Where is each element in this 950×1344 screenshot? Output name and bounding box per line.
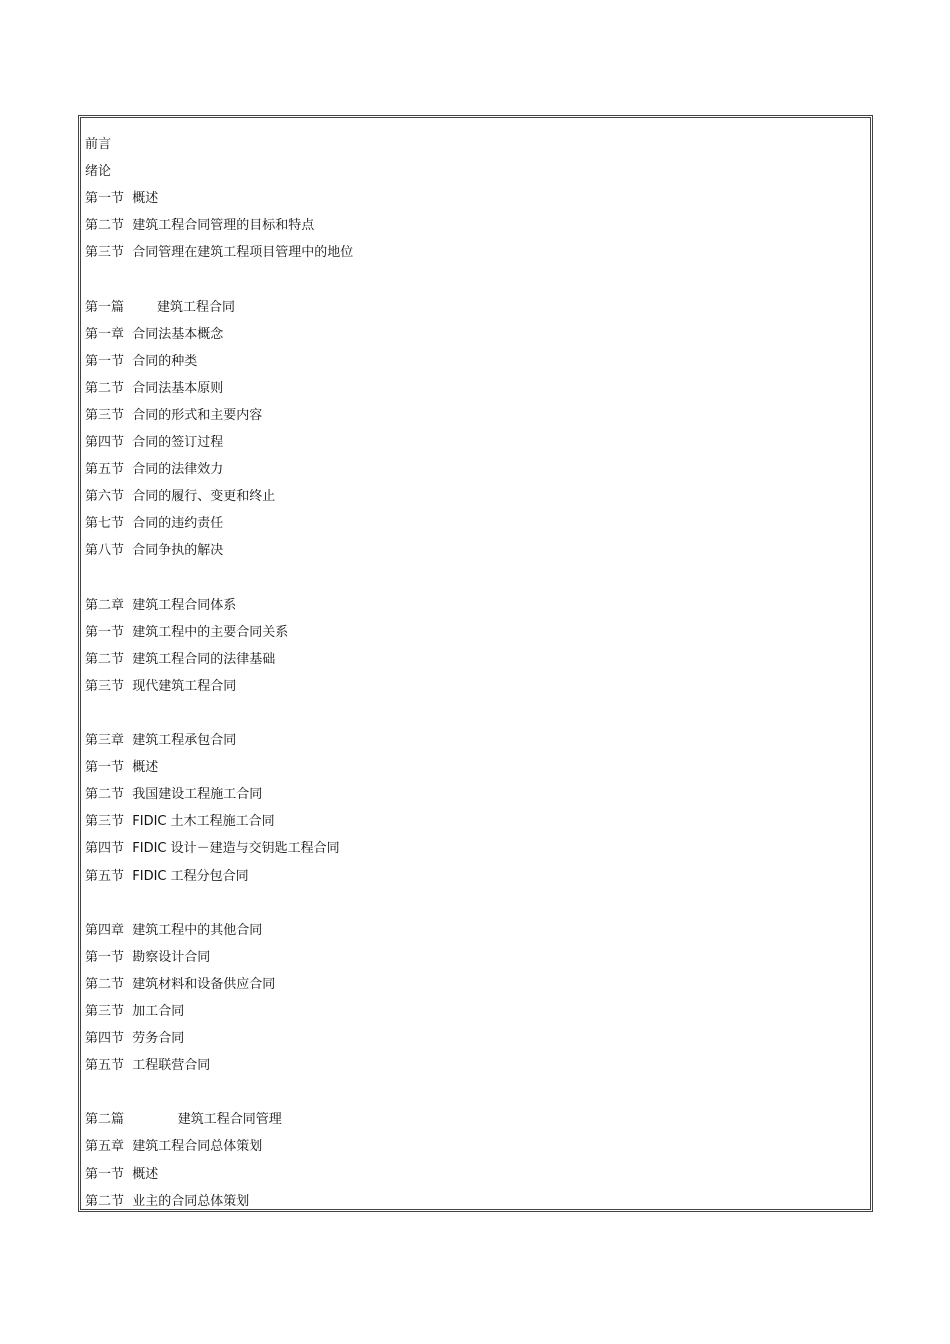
toc-line: 第五节 合同的法律效力 bbox=[85, 462, 224, 478]
toc-line: 第一节 勘察设计合同 bbox=[85, 949, 211, 965]
toc-line: 第四章 建筑工程中的其他合同 bbox=[85, 922, 263, 938]
toc-line: 第一节 建筑工程中的主要合同关系 bbox=[85, 624, 289, 640]
toc-line: 第三章 建筑工程承包合同 bbox=[85, 733, 237, 749]
toc-line: 第八节 合同争执的解决 bbox=[85, 543, 224, 559]
toc-line: 第四节 合同的签订过程 bbox=[85, 435, 224, 451]
toc-line: 第二节 合同法基本原则 bbox=[85, 380, 224, 396]
toc-blank-line bbox=[85, 565, 353, 592]
toc-line: 第一篇 建筑工程合同 bbox=[85, 299, 236, 315]
toc-blank-line bbox=[85, 700, 353, 727]
toc-line: 第三节 加工合同 bbox=[85, 1004, 185, 1019]
toc-line: 前言 bbox=[85, 137, 112, 152]
toc-line: 第一节 概述 bbox=[85, 760, 159, 776]
toc-line: 第五节 FIDIC 工程分包合同 bbox=[85, 868, 249, 884]
toc-line: 第二节 建筑工程合同的法律基础 bbox=[85, 651, 276, 667]
document-frame bbox=[78, 115, 873, 1212]
toc-line: 第一章 合同法基本概念 bbox=[85, 326, 224, 342]
toc-line: 第二节 建筑材料和设备供应合同 bbox=[85, 976, 276, 992]
toc-line: 第二篇 建筑工程合同管理 bbox=[85, 1112, 282, 1128]
toc-blank-line bbox=[85, 266, 353, 293]
toc-line: 第五节 工程联营合同 bbox=[85, 1058, 211, 1074]
toc-line: 第四节 劳务合同 bbox=[85, 1031, 185, 1047]
toc-line: 第三节 现代建筑工程合同 bbox=[85, 678, 237, 694]
toc-line: 第二节 我国建设工程施工合同 bbox=[85, 787, 263, 803]
toc-blank-line bbox=[85, 890, 353, 917]
toc-line: 第五章 建筑工程合同总体策划 bbox=[85, 1139, 263, 1155]
toc-line: 第三节 FIDIC 土木工程施工合同 bbox=[85, 814, 275, 830]
toc-line: 第三节 合同的形式和主要内容 bbox=[85, 407, 263, 423]
toc-line: 绪论 bbox=[85, 164, 112, 180]
toc-line: 第六节 合同的履行、变更和终止 bbox=[85, 489, 276, 505]
toc-line: 第三节 合同管理在建筑工程项目管理中的地位 bbox=[85, 245, 354, 261]
table-of-contents bbox=[85, 131, 353, 1215]
toc-line: 第一节 合同的种类 bbox=[85, 353, 198, 369]
toc-line: 第四节 FIDIC 设计－建造与交钥匙工程合同 bbox=[85, 841, 340, 857]
toc-line: 第一节 概述 bbox=[85, 191, 159, 207]
toc-line: 第二章 建筑工程合同体系 bbox=[85, 597, 237, 613]
toc-line: 第七节 合同的违约责任 bbox=[85, 516, 224, 532]
toc-blank-line bbox=[85, 1079, 353, 1106]
toc-line: 第二节 业主的合同总体策划 bbox=[85, 1193, 250, 1209]
toc-line: 第一节 概述 bbox=[85, 1166, 159, 1182]
toc-line: 第二节 建筑工程合同管理的目标和特点 bbox=[85, 218, 315, 234]
